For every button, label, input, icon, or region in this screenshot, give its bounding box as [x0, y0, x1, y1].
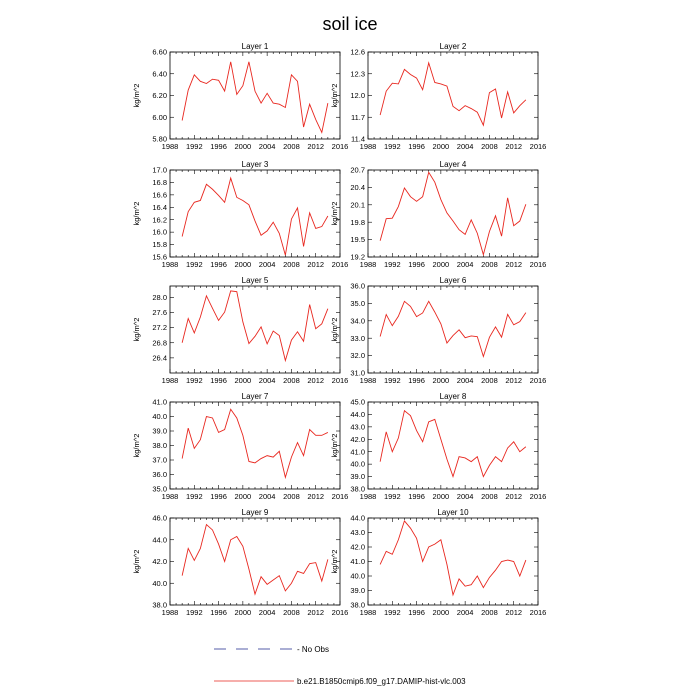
x-tick-label: 1992: [383, 260, 401, 269]
x-tick-label: 2000: [432, 608, 450, 617]
x-tick-label: 2004: [456, 608, 474, 617]
y-tick-label: 31.0: [350, 368, 365, 378]
panel-title: Layer 1: [241, 42, 269, 51]
plot-frame: [170, 52, 340, 139]
x-tick-label: 1992: [383, 376, 401, 385]
y-axis-label: kg/m^2: [132, 201, 141, 226]
y-tick-label: 19.2: [350, 252, 365, 262]
x-tick-label: 1996: [210, 492, 227, 501]
legend-obs-label: - No Obs: [297, 645, 330, 654]
x-tick-label: 2016: [529, 608, 547, 617]
y-tick-label: 20.7: [350, 165, 365, 175]
y-tick-label: 15.8: [152, 240, 167, 250]
y-tick-label: 39.0: [350, 472, 365, 482]
panel-layer-1: [132, 42, 348, 151]
y-tick-label: 44.0: [152, 535, 167, 545]
plot-frame: [368, 52, 538, 139]
y-tick-label: 37.0: [152, 455, 167, 465]
series-line: [380, 301, 526, 356]
panel-title: Layer 3: [241, 160, 269, 169]
y-tick-label: 36.0: [152, 470, 167, 480]
y-tick-label: 28.0: [152, 292, 167, 302]
y-tick-label: 27.2: [152, 323, 167, 333]
panel-layer-9: [132, 508, 348, 617]
x-tick-label: 2012: [307, 142, 325, 151]
x-tick-label: 1996: [408, 608, 425, 617]
y-tick-label: 26.8: [152, 338, 167, 348]
legend: [214, 645, 466, 686]
y-tick-label: 12.6: [350, 47, 365, 57]
y-tick-label: 35.0: [350, 299, 365, 308]
x-tick-label: 2008: [481, 142, 498, 151]
x-tick-label: 2008: [283, 260, 300, 269]
x-tick-label: 2016: [529, 142, 547, 151]
x-tick-label: 1996: [210, 608, 227, 617]
y-tick-label: 38.0: [152, 600, 167, 610]
y-tick-label: 38.0: [350, 600, 365, 610]
y-tick-label: 42.0: [152, 557, 167, 567]
x-tick-label: 2004: [456, 260, 474, 269]
x-tick-label: 2000: [432, 260, 450, 269]
x-tick-label: 2008: [481, 376, 498, 385]
x-tick-label: 1988: [161, 376, 179, 385]
x-tick-label: 2008: [481, 492, 498, 501]
y-tick-label: 11.4: [350, 134, 365, 144]
x-tick-label: 2012: [505, 376, 523, 385]
x-tick-label: 2004: [258, 492, 276, 501]
y-axis-label: kg/m^2: [330, 549, 339, 574]
x-tick-label: 2008: [481, 260, 498, 269]
y-tick-label: 43.0: [350, 528, 365, 538]
x-tick-label: 2016: [331, 142, 349, 151]
x-tick-label: 2000: [234, 142, 252, 151]
x-tick-label: 1992: [185, 376, 203, 385]
panel-title: Layer 10: [437, 508, 469, 517]
x-tick-label: 2000: [234, 260, 252, 269]
x-tick-label: 2004: [258, 376, 276, 385]
x-tick-label: 2016: [331, 608, 349, 617]
series-line: [182, 291, 328, 361]
panel-title: Layer 6: [439, 276, 467, 285]
y-tick-label: 44.0: [350, 513, 365, 523]
series-line: [380, 521, 526, 595]
y-axis-label: kg/m^2: [132, 317, 141, 342]
x-tick-label: 1992: [383, 492, 401, 501]
x-tick-label: 2004: [456, 142, 474, 151]
x-tick-label: 2016: [529, 376, 547, 385]
x-tick-label: 1988: [359, 142, 377, 151]
y-tick-label: 39.0: [152, 426, 167, 436]
y-tick-label: 6.00: [152, 112, 167, 122]
x-tick-label: 2008: [283, 492, 300, 501]
panel-layer-6: [330, 276, 546, 385]
x-tick-label: 1988: [161, 492, 179, 501]
y-tick-label: 6.40: [152, 69, 167, 79]
y-tick-label: 17.0: [152, 165, 167, 175]
x-tick-label: 2004: [258, 260, 276, 269]
y-axis-label: kg/m^2: [132, 83, 141, 108]
x-tick-label: 2000: [432, 492, 450, 501]
x-tick-label: 2012: [307, 376, 325, 385]
x-tick-label: 1992: [185, 260, 203, 269]
x-tick-label: 2016: [529, 260, 547, 269]
y-tick-label: 45.0: [350, 397, 365, 407]
panel-layer-7: [132, 392, 348, 501]
y-axis-label: kg/m^2: [330, 83, 339, 108]
y-tick-label: 20.1: [350, 200, 365, 210]
series-line: [182, 62, 328, 133]
y-tick-label: 41.0: [152, 397, 167, 407]
x-tick-label: 1996: [210, 260, 227, 269]
y-axis-label: kg/m^2: [132, 549, 141, 574]
y-tick-label: 41.0: [350, 557, 365, 567]
x-tick-label: 2016: [331, 260, 349, 269]
panel-layer-8: [330, 392, 546, 501]
x-tick-label: 2012: [307, 608, 325, 617]
y-tick-label: 40.0: [350, 459, 365, 469]
x-tick-label: 2004: [456, 376, 474, 385]
x-tick-label: 2012: [307, 492, 325, 501]
x-tick-label: 1996: [210, 142, 227, 151]
x-tick-label: 2012: [505, 260, 523, 269]
y-tick-label: 34.0: [350, 316, 365, 326]
y-tick-label: 42.0: [350, 434, 365, 444]
y-tick-label: 16.8: [152, 178, 167, 188]
x-tick-label: 2000: [234, 492, 252, 501]
panels: [132, 42, 546, 617]
x-tick-label: 1996: [408, 142, 425, 151]
x-tick-label: 1996: [408, 376, 425, 385]
panel-title: Layer 2: [439, 42, 467, 51]
y-tick-label: 11.7: [350, 112, 365, 122]
y-axis-label: kg/m^2: [330, 317, 339, 342]
series-line: [380, 63, 526, 125]
x-tick-label: 2016: [331, 492, 349, 501]
x-tick-label: 1988: [161, 260, 179, 269]
x-tick-label: 2000: [432, 142, 450, 151]
panel-title: Layer 7: [241, 392, 269, 401]
y-tick-label: 33.0: [350, 333, 365, 343]
y-tick-label: 42.0: [350, 542, 365, 552]
y-tick-label: 41.0: [350, 447, 365, 457]
y-tick-label: 32.0: [350, 351, 365, 361]
x-tick-label: 1996: [408, 492, 425, 501]
x-tick-label: 1996: [210, 376, 227, 385]
y-tick-label: 46.0: [152, 513, 167, 523]
figure-title: soil ice: [322, 14, 378, 34]
y-axis-label: kg/m^2: [330, 433, 339, 458]
x-tick-label: 1996: [408, 260, 425, 269]
y-tick-label: 19.5: [350, 235, 365, 245]
panel-title: Layer 5: [241, 276, 269, 285]
panel-title: Layer 8: [439, 392, 467, 401]
y-tick-label: 16.6: [152, 190, 167, 200]
y-tick-label: 6.60: [152, 47, 167, 57]
y-tick-label: 15.6: [152, 252, 167, 262]
plot-frame: [170, 402, 340, 489]
y-tick-label: 43.0: [350, 422, 365, 432]
y-axis-label: kg/m^2: [330, 201, 339, 226]
x-tick-label: 2000: [432, 376, 450, 385]
x-tick-label: 1992: [383, 142, 401, 151]
x-tick-label: 2008: [283, 142, 300, 151]
series-line: [380, 172, 526, 254]
x-tick-label: 1988: [161, 608, 179, 617]
y-tick-label: 26.4: [152, 353, 167, 363]
plot-frame: [170, 518, 340, 605]
legend-model-label: b.e21.B1850cmip6.f09_g17.DAMIP-hist-vlc.003: [297, 677, 466, 686]
panel-layer-2: [330, 42, 546, 151]
series-line: [182, 525, 328, 595]
y-tick-label: 19.8: [350, 217, 365, 227]
x-tick-label: 2004: [258, 608, 276, 617]
panel-layer-5: [132, 276, 348, 385]
x-tick-label: 2008: [283, 608, 300, 617]
y-tick-label: 6.20: [152, 91, 167, 101]
y-tick-label: 39.0: [350, 586, 365, 596]
y-tick-label: 44.0: [350, 410, 365, 420]
y-tick-label: 16.2: [152, 215, 167, 225]
x-tick-label: 1992: [185, 142, 203, 151]
y-tick-label: 20.4: [350, 183, 365, 192]
x-tick-label: 1992: [185, 492, 203, 501]
y-tick-label: 12.3: [350, 69, 365, 79]
y-tick-label: 38.0: [350, 484, 365, 494]
y-tick-label: 5.80: [152, 134, 167, 144]
panel-title: Layer 4: [439, 160, 467, 169]
x-tick-label: 1992: [185, 608, 203, 617]
x-tick-label: 1988: [359, 260, 377, 269]
x-tick-label: 2008: [481, 608, 498, 617]
y-tick-label: 40.0: [152, 578, 167, 588]
x-tick-label: 2012: [505, 492, 523, 501]
x-tick-label: 1988: [161, 142, 179, 151]
panel-layer-4: [330, 160, 546, 269]
x-tick-label: 2004: [258, 142, 276, 151]
plot-frame: [368, 286, 538, 373]
series-line: [182, 178, 328, 255]
x-tick-label: 1988: [359, 608, 377, 617]
y-axis-label: kg/m^2: [132, 433, 141, 458]
x-tick-label: 2012: [505, 608, 523, 617]
x-tick-label: 2016: [529, 492, 547, 501]
y-tick-label: 35.0: [152, 484, 167, 494]
x-tick-label: 2012: [505, 142, 523, 151]
panel-layer-3: [132, 160, 348, 269]
y-tick-label: 16.0: [152, 227, 167, 237]
plot-frame: [368, 170, 538, 257]
y-tick-label: 38.0: [152, 441, 167, 451]
series-line: [182, 409, 328, 477]
plot-frame: [170, 170, 340, 257]
series-line: [380, 411, 526, 477]
x-tick-label: 2000: [234, 376, 252, 385]
x-tick-label: 2008: [283, 376, 300, 385]
x-tick-label: 2004: [456, 492, 474, 501]
panel-title: Layer 9: [241, 508, 269, 517]
x-tick-label: 1988: [359, 376, 377, 385]
x-tick-label: 2016: [331, 376, 349, 385]
x-tick-label: 1988: [359, 492, 377, 501]
x-tick-label: 1992: [383, 608, 401, 617]
panel-layer-10: [330, 508, 546, 617]
y-tick-label: 27.6: [152, 308, 167, 318]
y-tick-label: 36.0: [350, 281, 365, 291]
x-tick-label: 2012: [307, 260, 325, 269]
y-tick-label: 40.0: [152, 412, 167, 422]
y-tick-label: 40.0: [350, 571, 365, 581]
y-tick-label: 16.4: [152, 202, 167, 212]
y-tick-label: 12.0: [350, 91, 365, 101]
x-tick-label: 2000: [234, 608, 252, 617]
